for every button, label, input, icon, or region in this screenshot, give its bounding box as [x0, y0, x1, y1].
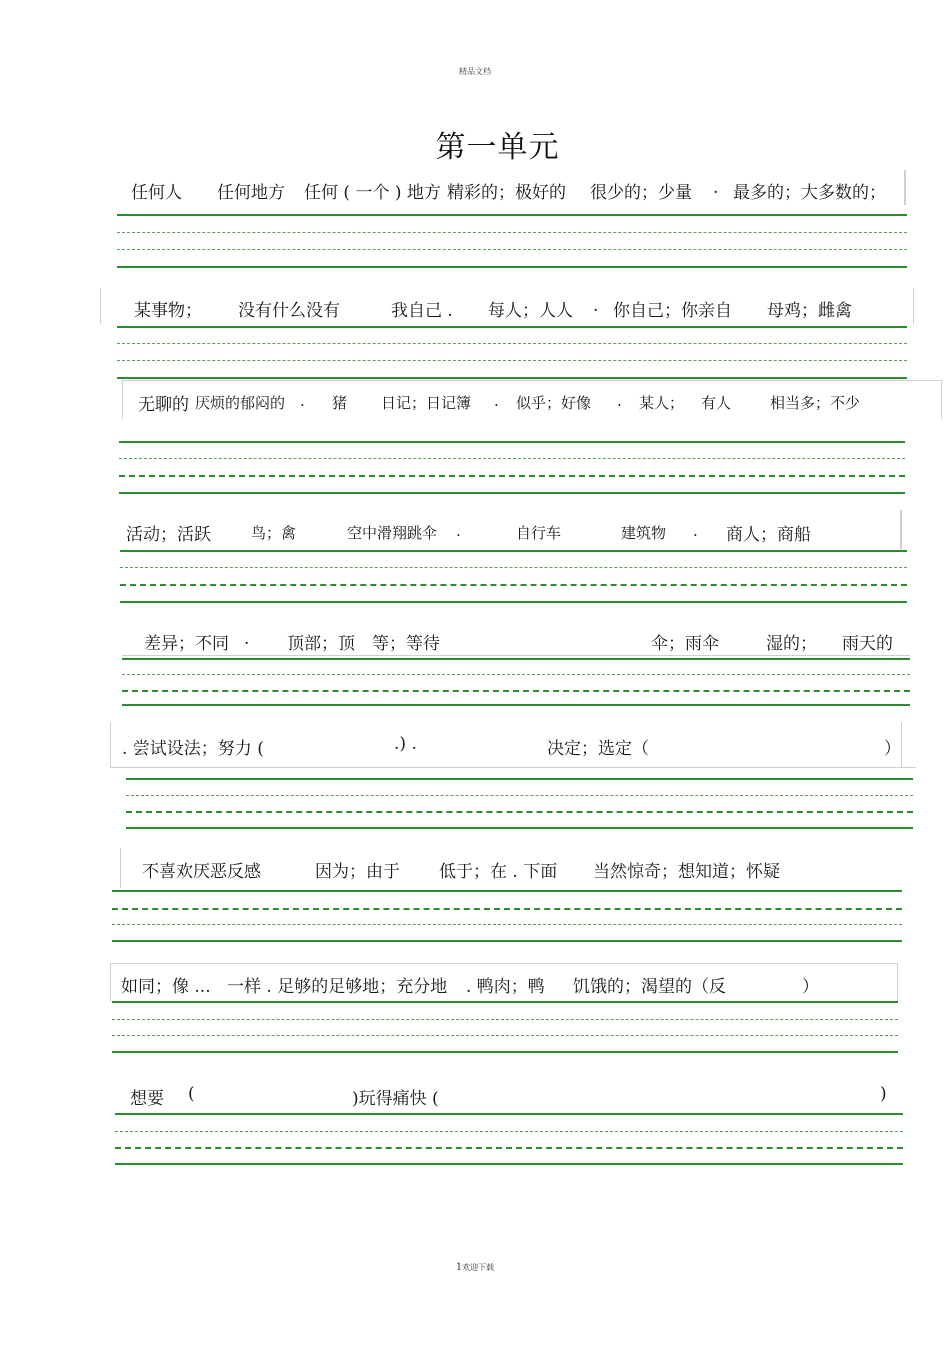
vocab-word: 不喜欢厌恶反感 [142, 862, 261, 882]
vocab-word: 任何 ( 一个 ) 地方 [304, 183, 441, 203]
vocab-word: 某人； [639, 394, 685, 412]
vocab-word: 无聊的 [138, 395, 189, 415]
vocab-word: 有人 [701, 394, 732, 412]
vocab-word: 活动；活跃 [126, 525, 211, 545]
vocab-word: 你自己；你亲自 [613, 301, 732, 321]
writing-lines-6b [126, 778, 913, 834]
vocab-word: . [456, 522, 461, 540]
writing-lines-7 [112, 890, 902, 946]
vocab-word: 雨天的 [842, 634, 893, 654]
writing-box [110, 722, 902, 768]
vocab-word: . [494, 392, 499, 410]
vocab-word: 没有什么没有 [238, 301, 340, 321]
vocab-word: 当然惊奇；想知道；怀疑 [593, 862, 780, 882]
writing-lines-8 [112, 1001, 898, 1057]
writing-box [110, 963, 898, 1002]
vocab-word: 商人；商船 [726, 525, 811, 545]
vocab-word: 想要 [130, 1089, 164, 1109]
vocab-word: 精彩的；极好的 [447, 183, 566, 203]
vocab-word: 母鸡；雌禽 [767, 301, 852, 321]
vocab-word: 厌烦的郁闷的 [195, 394, 286, 412]
vocab-word: 一样 . 足够的足够地；充分地 [227, 977, 448, 997]
vocab-word: 等；等待 [372, 634, 440, 654]
writing-lines-2 [117, 326, 907, 382]
vocab-word: )玩得痛快 ( [352, 1089, 439, 1109]
vocab-word: 低于；在 . 下面 [439, 862, 558, 882]
page-title: 第一单元 [435, 130, 560, 165]
vocab-word: 鸟；禽 [251, 524, 297, 542]
writing-lines-5 [122, 658, 910, 714]
vocab-word: .) . [394, 734, 417, 754]
vocab-word: 因为；由于 [315, 862, 400, 882]
writing-box [120, 848, 901, 888]
vocab-word: 建筑物 [621, 524, 667, 542]
vocab-word: . [300, 392, 305, 410]
writing-lines-6 [110, 767, 916, 775]
writing-lines-9 [115, 1113, 903, 1169]
vocab-word: 日记；日记簿 [381, 394, 472, 412]
vocab-word: 任何地方 [217, 183, 285, 203]
writing-box [100, 288, 914, 324]
vocab-word: 我自己 . [391, 301, 453, 321]
writing-box [122, 380, 942, 419]
vocab-word: ) [880, 1084, 887, 1104]
writing-lines-3 [119, 441, 905, 497]
vocab-word: 伞；雨伞 [651, 634, 719, 654]
page-header: 精品文档 [459, 67, 491, 76]
vocab-word: . 尝试设法；努力 ( [122, 739, 264, 759]
vocab-word: . [244, 629, 250, 649]
vocab-word: 饥饿的；渴望的（反 [573, 977, 726, 997]
vocab-word: 任何人 [131, 183, 182, 203]
vocab-word: . [593, 296, 599, 316]
vocab-word: 湿的； [766, 634, 817, 654]
vocab-word: 相当多；不少 [770, 394, 861, 412]
page-footer [0, 1262, 950, 1273]
vocab-word: 某事物； [134, 301, 202, 321]
vocab-word: 自行车 [516, 524, 562, 542]
writing-box [900, 510, 902, 549]
vocab-word: 很少的；少量 [590, 183, 692, 203]
writing-lines-1 [117, 214, 907, 270]
vocab-word: 如同；像 ... [121, 977, 211, 997]
vocab-word: 似乎；好像 [516, 394, 592, 412]
vocab-word: 顶部；顶 [287, 634, 355, 654]
writing-box [904, 170, 906, 205]
footer-text: 欢迎下载 [462, 1263, 495, 1272]
vocab-row-1 [0, 178, 950, 214]
vocab-word: ( [188, 1084, 195, 1104]
vocab-word: 猪 [332, 394, 348, 412]
vocab-word: 最多的；大多数的； [733, 183, 886, 203]
vocab-word: 每人；人人 [488, 301, 573, 321]
vocab-word: ） [802, 977, 819, 997]
vocab-word: 决定；选定（ [547, 739, 649, 759]
vocab-word: . [713, 178, 719, 198]
vocab-word: ） [884, 739, 901, 759]
vocab-word: . [617, 392, 622, 410]
page-number: 1 [455, 1262, 463, 1273]
writing-lines-4 [120, 550, 907, 606]
vocab-word: 差异；不同 [144, 634, 229, 654]
vocab-word: . 鸭肉；鸭 [466, 977, 545, 997]
vocab-word: 空中滑翔跳伞 [347, 524, 438, 542]
vocab-word: . [693, 522, 698, 540]
